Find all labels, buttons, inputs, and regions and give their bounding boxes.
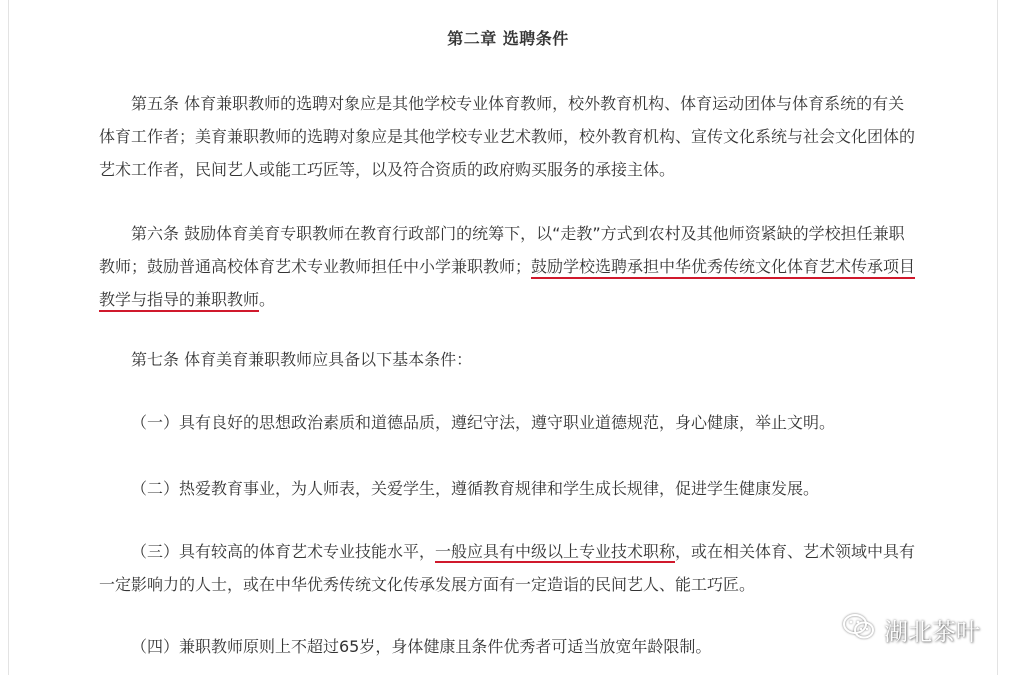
condition-item-3-rest: ，或在相关体育、艺术领域中具有一定影响力的人士，或在中华优秀传统文化传承发展方面有一定造诣的民间艺人、能工巧匠。: [99, 542, 916, 594]
condition-item-2: （二）热爱教育事业，为人师表，关爱学生，遵循教育规律和学生成长规律，促进学生健康发展。: [131, 479, 820, 498]
condition-item-4: （四）兼职教师原则上不超过65岁，身体健康且条件优秀者可适当放宽年龄限制。: [131, 637, 712, 656]
article-6: [99, 217, 919, 316]
article-6-highlight: 鼓励学校选聘承担中华优秀传统文化体育艺术传承项目教学与指导的兼职教师: [99, 257, 915, 312]
article-7: 第七条 体育美育兼职教师应具备以下基本条件：: [131, 350, 473, 369]
watermark-text: 湖北茶叶: [884, 618, 980, 646]
wechat-icon: [842, 613, 876, 647]
article-6-text: 第六条 鼓励体育美育专职教师在教育行政部门的统筹下，以“走教”方式到农村及其他师资紧缺的学校担任兼职教师；鼓励普通高校体育艺术专业教师担任中小学兼职教师；: [99, 224, 905, 276]
condition-item-3-highlight: 一般应具有中级以上专业技术职称: [435, 542, 676, 561]
condition-item-3-text: （三）具有较高的体育艺术专业技能水平，: [131, 542, 436, 561]
condition-item-3: [99, 535, 919, 601]
article-5: 第五条 体育兼职教师的选聘对象应是其他学校专业体育教师，校外教育机构、体育运动团体与体育系统的有关体育工作者；美育兼职教师的选聘对象应是其他学校专业艺术教师，校外教育机构、宣传文化系统与社会文化团体的艺术工作者，民间艺人或能工巧匠等，以及符合资质的政府购买服务的承接主体。: [99, 94, 916, 179]
article-6-end: 。: [259, 290, 276, 309]
watermark: [842, 612, 980, 647]
condition-item-1: （一）具有良好的思想政治素质和道德品质，遵纪守法，遵守职业道德规范，身心健康，举止文明。: [131, 413, 836, 432]
chapter-title: 第二章 选聘条件: [447, 29, 569, 48]
